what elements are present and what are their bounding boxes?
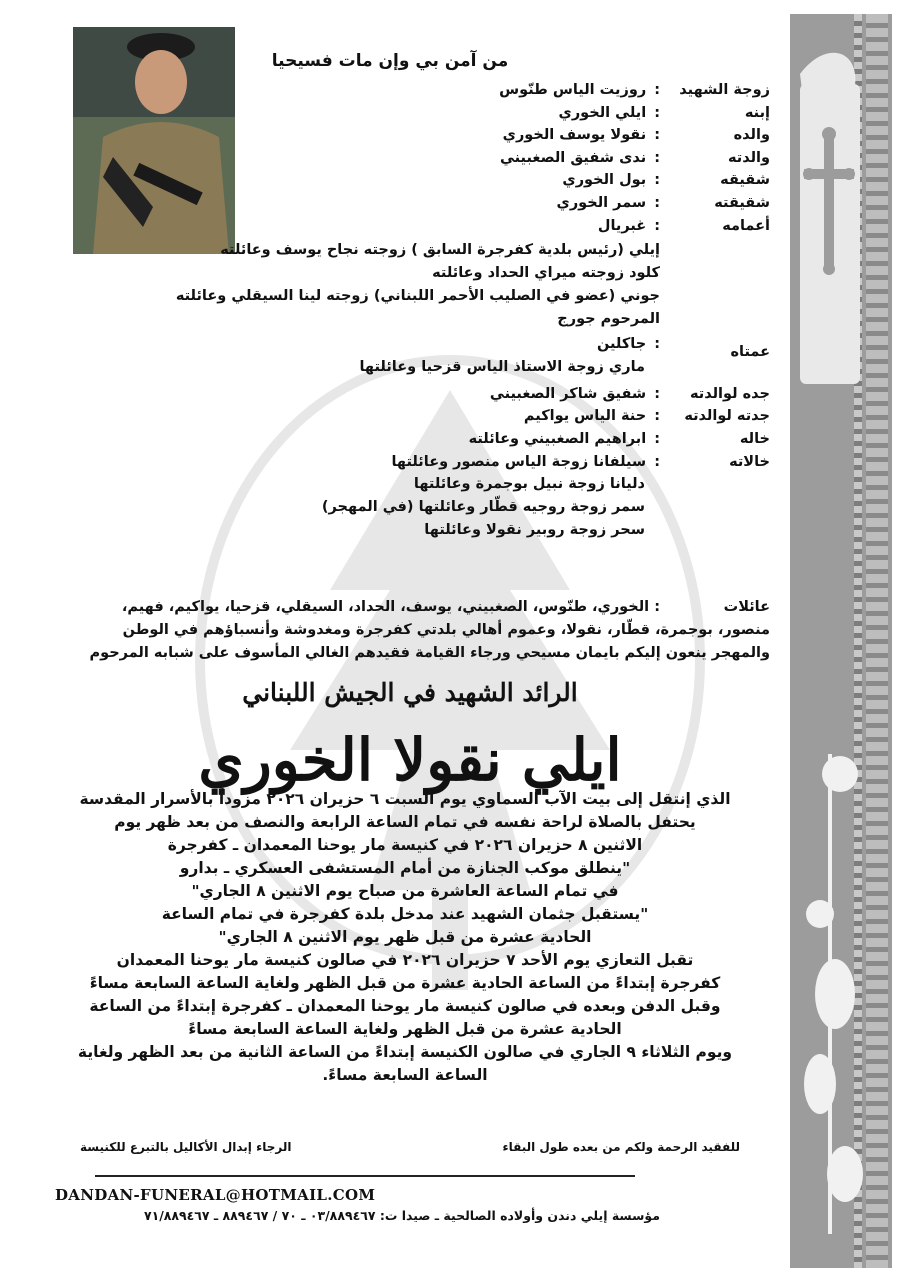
relative-row — [40, 431, 770, 454]
details-line: الساعة السابعة مساءً. — [322, 1066, 488, 1084]
relative-row — [40, 82, 770, 105]
relative-row — [40, 408, 770, 431]
details-line: الذي إنتقل إلى بيت الآب السماوي يوم السبت ٦ حزيران ٢٠٢٦ مزوداً بالأسرار المقدسة — [79, 790, 731, 808]
relative-row — [40, 336, 770, 359]
condolence-note: للفقيد الرحمة ولكم من بعده طول البقاء — [502, 1140, 740, 1154]
cross-icon — [790, 14, 892, 1268]
relative-row — [40, 454, 770, 477]
details-line: "يستقبل جثمان الشهيد عند مدخل بلدة كفرجرة في تمام الساعة — [161, 905, 649, 923]
continuation-line: دليانا زوجة نبيل بوجمرة وعائلتها — [413, 476, 645, 493]
relative-value: : جاكلين — [597, 336, 660, 352]
relative-value: : سيلفانا زوجة الياس منصور وعائلتها — [391, 454, 660, 470]
continuation-line: المرحوم جورج — [557, 311, 660, 328]
families-block — [40, 599, 770, 668]
relative-value: : غبريال — [598, 218, 660, 234]
details-line: تقبل التعازي يوم الأحد ٧ حزيران ٢٠٢٦ في صالون كنيسة مار يوحنا المعمدان — [116, 951, 694, 969]
relative-label: زوجة الشهيد — [679, 82, 770, 98]
relative-row — [40, 386, 770, 409]
continuation-line: كلود زوجته ميراي الحداد وعائلته — [432, 265, 660, 282]
details-line: في تمام الساعة العاشرة من صباح يوم الاثنين ٨ الجاري" — [191, 882, 619, 900]
continuation-line: سمر زوجة روجيه قطّار وعائلتها (في المهجر) — [321, 499, 645, 516]
donation-note: الرجاء إبدال الأكاليل بالتبرع للكنيسة — [80, 1140, 292, 1154]
relative-row — [40, 172, 770, 195]
families-label: عائلات — [723, 599, 770, 615]
relative-label: شقيقه — [720, 172, 770, 189]
relative-label: إبنه — [744, 104, 770, 121]
details-line: ويوم الثلاثاء ٩ الجاري في صالون الكنيسة إبتداءً من الساعة الثانية من بعد الظهر ولغاية — [77, 1043, 733, 1061]
relative-value: : حنة الياس يواكيم — [524, 408, 660, 424]
relative-value: : روزيت الياس طنّوس — [499, 82, 660, 98]
funeral-details — [40, 790, 770, 1089]
continuation-line: سحر زوجة روبير نقولا وعائلتها — [424, 522, 645, 539]
families-line — [40, 599, 770, 622]
relative-value: : بول الخوري — [562, 172, 660, 188]
rank-heading: الرائد الشهيد في الجيش اللبناني — [242, 678, 578, 707]
relative-row — [40, 218, 770, 241]
funeral-home-email[interactable]: DANDAN-FUNERAL@HOTMAIL.COM — [55, 1186, 376, 1204]
relative-label: خاله — [739, 430, 770, 447]
details-line: كفرجرة إبتداءً من الساعة الحادية عشرة من قبل الظهر ولغاية الساعة السابعة مساءً — [89, 974, 721, 992]
families-text: : الخوري، طنّوس، الصغبيني، يوسف، الحداد، السيقلي، قزحيا، يواكيم، فهيم، — [121, 599, 660, 615]
details-line: الاثنين ٨ حزيران ٢٠٢٦ في كنيسة مار يوحنا المعمدان ـ كفرجرة — [167, 836, 643, 854]
continuation-line: إيلي (رئيس بلدية كفرجرة السابق ) زوجته نجاح يوسف وعائلته — [220, 242, 660, 259]
relative-label: أعمامه — [722, 217, 770, 234]
relative-value: : سمر الخوري — [557, 195, 660, 211]
relative-value: : ايلي الخوري — [559, 105, 660, 121]
details-line: يحتفل بالصلاة لراحة نفسه في تمام الساعة الرابعة والنصف من بعد ظهر يوم — [114, 813, 696, 831]
relative-label: والدته — [727, 149, 770, 166]
relative-label: شقيقته — [714, 194, 770, 211]
continuation-line: جوني (عضو في الصليب الأحمر اللبناني) زوجته لينا السيقلي وعائلته — [175, 288, 660, 305]
relative-label: عمتاه — [730, 344, 770, 361]
relative-row — [40, 195, 770, 218]
relative-row — [40, 105, 770, 128]
relatives-list — [40, 82, 770, 545]
decorative-side-border — [790, 14, 892, 1268]
continuation-line: ماري زوجة الاستاذ الياس قزحيا وعائلتها — [359, 358, 645, 375]
details-line: "ينطلق موكب الجنازة من أمام المستشفى العسكري ـ بدارو — [179, 859, 631, 877]
details-line: وقبل الدفن وبعده في صالون كنيسة مار يوحنا المعمدان ـ كفرجرة إبتداءً من الساعة — [89, 997, 721, 1015]
relative-row — [40, 150, 770, 173]
funeral-home-contact: مؤسسة إيلي دندن وأولاده الصالحية ـ صيدا ت: ٠٣/٨٨٩٤٦٧ ـ ٧٠ / ٨٨٩٤٦٧ ـ ٧١/٨٨٩٤٦٧ — [143, 1208, 660, 1223]
families-line: والمهجر ينعون إليكم بايمان مسيحي ورجاء القيامة فقيدهم الغالي المأسوف على شبابه المرحوم — [89, 645, 770, 661]
families-line: منصور، بوجمرة، قطّار، نقولا، وعموم أهالي بلدتي كفرجرة ومغدوشة وأنسباؤهم في الوطن — [122, 622, 770, 638]
deceased-name: ايلي نقولا الخوري — [198, 726, 622, 794]
relative-value: : شفيق شاكر الصغبيني — [490, 386, 660, 402]
footer-divider — [95, 1175, 635, 1177]
relative-label: جده لوالدته — [690, 385, 770, 402]
relative-label: جدته لوالدته — [684, 408, 770, 425]
relative-row — [40, 127, 770, 150]
details-line: الحادية عشرة من قبل ظهر يوم الاثنين ٨ الجاري" — [218, 928, 592, 946]
families-text-first: الخوري، طنّوس، الصغبيني، يوسف، الحداد، السيقلي، قزحيا، يواكيم، فهيم، — [121, 599, 650, 615]
details-line: الحادية عشرة من قبل الظهر ولغاية الساعة السابعة مساءً — [188, 1020, 622, 1038]
relative-value: : ابراهيم الصغبيني وعائلته — [469, 431, 660, 447]
relative-label: والده — [733, 127, 770, 144]
relative-value: : ندى شفيق الصغبيني — [500, 150, 660, 166]
relative-label: خالاته — [729, 453, 770, 470]
relative-value: : نقولا يوسف الخوري — [503, 127, 660, 143]
motto-heading: من آمن بي وإن مات فسيحيا — [271, 51, 509, 71]
